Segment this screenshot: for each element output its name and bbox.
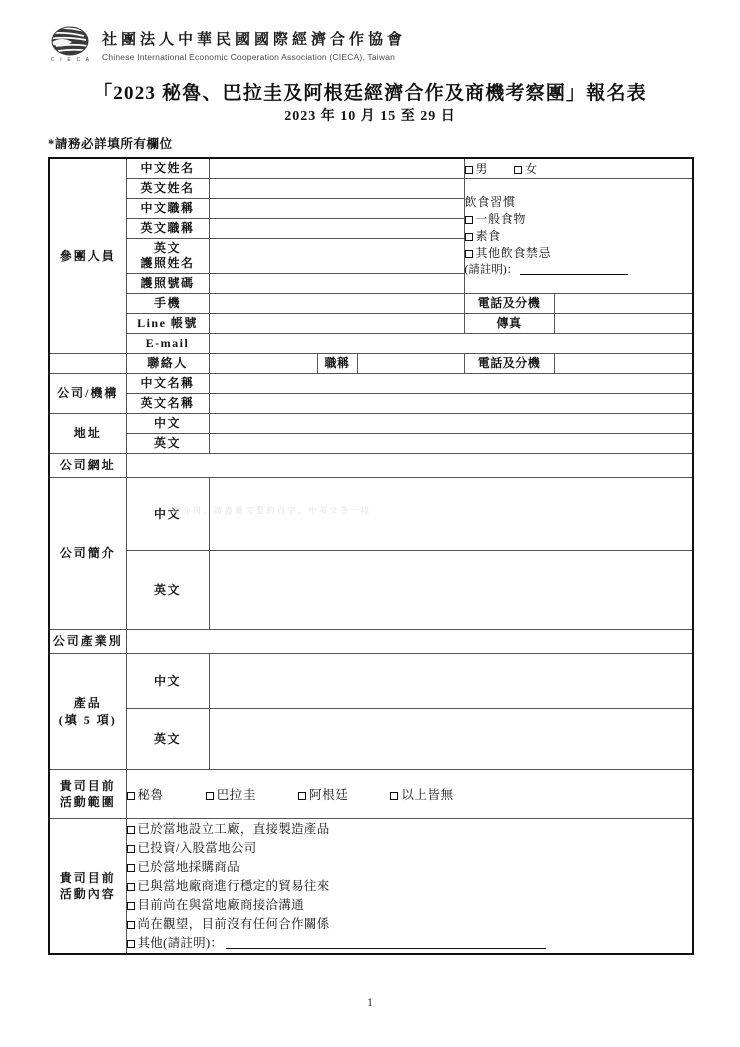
- table-row: [49, 354, 693, 374]
- activity-option-label: 已投資/入股當地公司: [137, 840, 257, 855]
- scope-option-label: 阿根廷: [309, 788, 349, 802]
- checkbox-icon[interactable]: [127, 864, 135, 872]
- checkbox-diet-vegetarian[interactable]: [465, 228, 693, 245]
- input-intro-en[interactable]: [209, 551, 693, 630]
- table-row: [49, 434, 693, 454]
- input-mobile[interactable]: [209, 294, 464, 314]
- input-company-website[interactable]: [126, 454, 693, 478]
- section-label-address: 地址: [49, 414, 126, 454]
- logo-caption: C I E C A: [50, 57, 92, 63]
- checkbox-icon[interactable]: [465, 250, 473, 258]
- table-row: [49, 414, 693, 434]
- input-email[interactable]: [209, 334, 693, 354]
- scope-label-line2: 活動範圍: [59, 795, 116, 809]
- label-phone-ext: 電話及分機: [464, 294, 554, 314]
- label-intro-en: 英文: [126, 551, 209, 630]
- table-row: [49, 314, 693, 334]
- scope-option-label: 巴拉圭: [216, 788, 257, 802]
- scope-option-label: 以上皆無: [401, 788, 454, 802]
- input-fax[interactable]: [554, 314, 693, 334]
- checkbox-activity-other[interactable]: [127, 934, 693, 953]
- section-label-company-intro: 公司簡介: [49, 478, 126, 630]
- diet-preference-group[interactable]: [464, 179, 693, 294]
- table-row: [49, 819, 693, 955]
- table-row: [49, 294, 693, 314]
- table-row: [49, 394, 693, 414]
- table-row: [49, 179, 693, 199]
- activity-option-label: 目前尚在與當地廠商接洽溝通: [137, 897, 304, 912]
- table-row: [49, 334, 693, 354]
- label-products-en: 英文: [126, 709, 209, 770]
- activity-other-label: 其他(請註明)：: [137, 935, 224, 950]
- label-passport-name-line1: 英文: [153, 241, 181, 255]
- table-row: [49, 454, 693, 478]
- checkbox-activity-negotiating[interactable]: [127, 896, 693, 915]
- section-label-products: [49, 654, 126, 770]
- input-contact-person[interactable]: [209, 354, 317, 374]
- activity-option-label: 已於當地設立工廠，直接製造產品: [137, 821, 330, 836]
- section-label-company: 公司/機構: [49, 374, 126, 414]
- activity-label-line2: 活動內容: [59, 887, 116, 901]
- label-mobile: 手機: [126, 294, 209, 314]
- checkbox-activity-stable-trade[interactable]: [127, 877, 693, 896]
- diet-option-label: 其他飲食禁忌: [475, 245, 552, 260]
- checkbox-icon[interactable]: [514, 166, 522, 174]
- diet-option-label: 素食: [475, 228, 501, 243]
- label-email: E-mail: [126, 334, 209, 354]
- org-name-en: Chinese International Economic Cooperation Association (CIECA), Taiwan: [102, 52, 396, 63]
- spacer-cell: [49, 354, 126, 374]
- diet-title: 飲食習慣: [464, 194, 516, 209]
- input-address-en[interactable]: [209, 434, 693, 454]
- table-row: [49, 374, 693, 394]
- checkbox-icon[interactable]: [127, 792, 135, 800]
- input-phone-ext[interactable]: [554, 294, 693, 314]
- page-title: 「2023 秘魯、巴拉圭及阿根廷經濟合作及商機考察團」報名表: [93, 83, 647, 104]
- checkbox-diet-regular[interactable]: [465, 211, 693, 228]
- label-contact-phone-ext: 電話及分機: [464, 354, 554, 374]
- globe-swirl-svg: [50, 26, 90, 56]
- checkbox-activity-procurement[interactable]: [127, 858, 693, 877]
- label-line-id: Line 帳號: [126, 314, 209, 334]
- label-products-zh: 中文: [126, 654, 209, 709]
- label-company-name-zh: 中文名稱: [126, 374, 209, 394]
- input-company-name-en[interactable]: [209, 394, 693, 414]
- page-number: 1: [367, 997, 373, 1009]
- input-contact-phone-ext[interactable]: [554, 354, 693, 374]
- page-subtitle: 2023 年 10 月 15 至 29 日: [284, 109, 456, 124]
- input-line-id[interactable]: [209, 314, 464, 334]
- activity-option-label: 尚在觀望，目前沒有任何合作關係: [137, 916, 330, 931]
- checkbox-gender-male[interactable]: [465, 160, 489, 177]
- input-intro-zh[interactable]: [209, 478, 693, 551]
- input-contact-title[interactable]: [357, 354, 464, 374]
- input-address-zh[interactable]: [209, 414, 693, 434]
- gender-male-label: 男: [475, 162, 489, 176]
- diet-option-label: 一般食物: [475, 211, 526, 226]
- registration-form-table: [48, 157, 694, 955]
- checkbox-icon[interactable]: [465, 166, 473, 174]
- checkbox-activity-investment[interactable]: [127, 839, 693, 858]
- input-company-name-zh[interactable]: [209, 374, 693, 394]
- org-name-zh: 社團法人中華民國國際經濟合作協會: [102, 31, 407, 48]
- section-label-activity-content: [49, 819, 126, 955]
- scope-option-label: 秘魯: [137, 788, 164, 802]
- checkbox-icon[interactable]: [390, 792, 398, 800]
- checkbox-icon[interactable]: [127, 921, 135, 929]
- input-title-en[interactable]: [209, 219, 464, 239]
- table-row: [49, 158, 693, 179]
- gender-female-label: 女: [525, 162, 538, 176]
- input-passport-name[interactable]: [209, 239, 464, 274]
- label-fax: 傳真: [464, 314, 554, 334]
- scope-label-line1: 貴司目前: [59, 778, 116, 793]
- table-row: [49, 478, 693, 551]
- checkbox-icon[interactable]: [206, 792, 214, 800]
- organization-name-block: [102, 32, 406, 62]
- input-industry[interactable]: [126, 630, 693, 654]
- checkbox-scope-argentina[interactable]: [298, 785, 348, 803]
- label-company-name-en: 英文名稱: [126, 394, 209, 414]
- section-label-industry: 公司產業別: [49, 630, 126, 654]
- required-fields-note: *請務必詳填所有欄位: [48, 137, 173, 151]
- table-row: [49, 630, 693, 654]
- label-address-zh: 中文: [126, 414, 209, 434]
- input-diet-other[interactable]: [520, 263, 628, 275]
- label-name-en: 英文姓名: [126, 179, 209, 199]
- checkbox-icon[interactable]: [127, 883, 135, 891]
- input-name-zh[interactable]: [209, 158, 464, 179]
- input-activity-other[interactable]: [226, 937, 546, 949]
- diet-note-label: (請註明)：: [464, 263, 519, 276]
- section-label-activity-scope: [49, 770, 126, 819]
- globe-swirl-icon: [50, 26, 90, 56]
- checkbox-icon[interactable]: [127, 845, 135, 853]
- activity-content-checkbox-group[interactable]: [126, 819, 693, 955]
- letterhead: [48, 26, 406, 68]
- checkbox-icon[interactable]: [127, 826, 135, 834]
- checkbox-scope-none[interactable]: [390, 785, 453, 803]
- input-products-en[interactable]: [209, 709, 693, 770]
- cieca-logo: [48, 26, 92, 68]
- checkbox-icon[interactable]: [298, 792, 306, 800]
- table-row: [49, 770, 693, 819]
- input-title-zh[interactable]: [209, 199, 464, 219]
- checkbox-scope-peru[interactable]: [127, 785, 164, 803]
- label-title-zh: 中文職稱: [126, 199, 209, 219]
- checkbox-activity-observing[interactable]: [127, 915, 693, 934]
- table-row: [49, 709, 693, 770]
- products-label-line1: 產品: [73, 696, 102, 711]
- input-passport-number[interactable]: [209, 274, 464, 294]
- activity-label-line1: 貴司目前: [59, 870, 116, 885]
- checkbox-diet-other[interactable]: [465, 245, 693, 262]
- table-row: [49, 551, 693, 630]
- checkbox-icon[interactable]: [127, 940, 135, 948]
- checkbox-icon[interactable]: [127, 902, 135, 910]
- label-passport-number: 護照號碼: [126, 274, 209, 294]
- activity-option-label: 已與當地廠商進行穩定的貿易往來: [137, 878, 330, 893]
- company-intro-placeholder-hint: 簡介用，請盡量完整約百字，中英文各一段: [172, 506, 372, 515]
- input-name-en[interactable]: [209, 179, 464, 199]
- checkbox-gender-female[interactable]: [514, 160, 538, 177]
- gender-checkbox-group[interactable]: [464, 158, 693, 179]
- label-name-zh: 中文姓名: [126, 158, 209, 179]
- products-label-line2: (填 5 項): [58, 712, 117, 727]
- checkbox-scope-paraguay[interactable]: [206, 785, 256, 803]
- label-intro-zh: 中文: [126, 478, 209, 551]
- activity-option-label: 已於當地採購商品: [137, 859, 240, 874]
- checkbox-icon[interactable]: [465, 216, 473, 224]
- table-row: [49, 654, 693, 709]
- checkbox-icon[interactable]: [465, 233, 473, 241]
- checkbox-activity-factory[interactable]: [127, 820, 693, 839]
- label-title-en: 英文職稱: [126, 219, 209, 239]
- section-label-website: 公司網址: [49, 454, 126, 478]
- label-passport-name-line2: 護照姓名: [140, 256, 195, 270]
- label-address-en: 英文: [126, 434, 209, 454]
- section-label-delegates: 參團人員: [49, 158, 126, 354]
- label-passport-name: [126, 239, 209, 274]
- label-contact-person: 聯絡人: [126, 354, 209, 374]
- activity-scope-checkbox-group[interactable]: [126, 770, 693, 819]
- label-contact-title: 職稱: [317, 354, 357, 374]
- input-products-zh[interactable]: [209, 654, 693, 709]
- diet-other-note[interactable]: [465, 262, 693, 278]
